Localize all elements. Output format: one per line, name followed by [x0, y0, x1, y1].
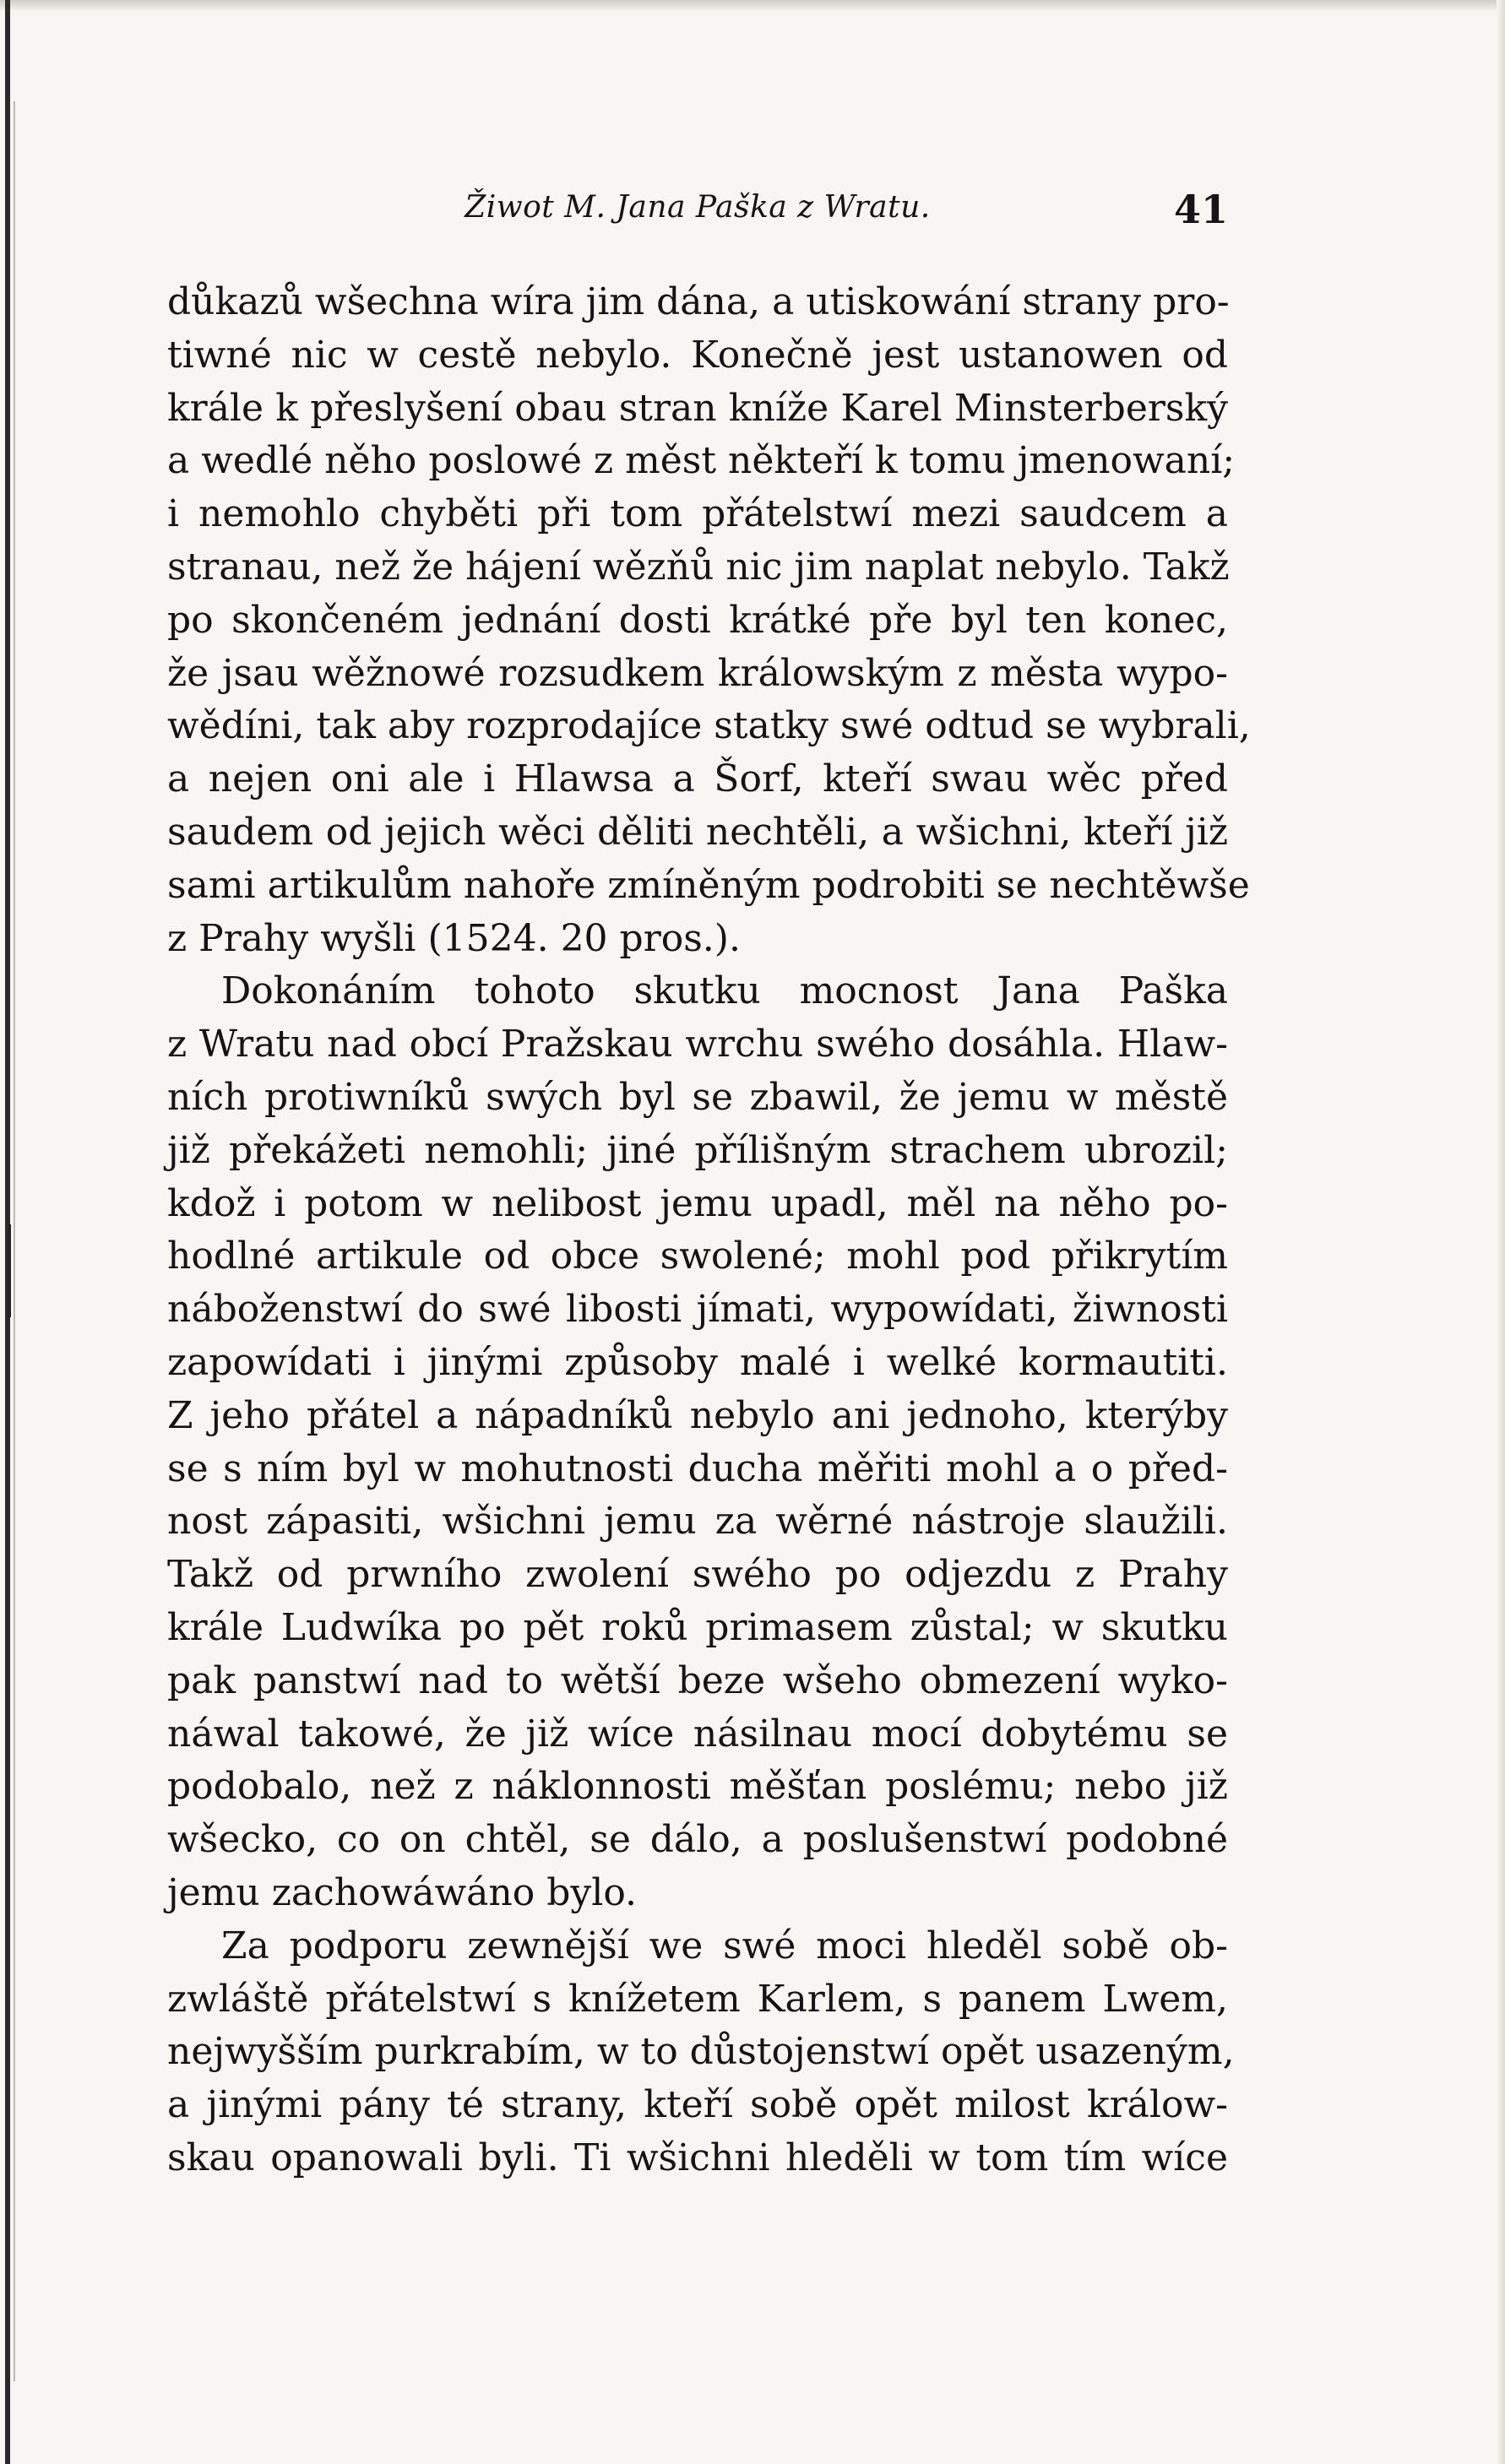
margin-mark	[8, 1224, 11, 1317]
paragraph-2	[167, 965, 1228, 1919]
text-line: Za podporu zewnější we swé moci hleděl sobě ob-	[221, 1924, 1228, 1967]
text-line: wědíni, tak aby rozprodajíce statky swé odtud se wybrali,	[167, 704, 1251, 748]
text-line: z Prahy wyšli (1524. 20 pros.).	[167, 916, 741, 960]
text-line: že jsau wěžnowé rozsudkem králowským z města wypo-	[167, 651, 1228, 695]
paragraph-1	[167, 276, 1251, 965]
text-line: nost zápasiti, wšichni jemu za wěrné nástroje slaužili.	[167, 1500, 1228, 1544]
text-line: wšecko, co on chtěl, se dálo, a poslušenstwí podobné	[167, 1818, 1228, 1862]
text-line: ních protiwníků swých byl se zbawil, že jemu w městě	[167, 1075, 1228, 1119]
text-line: saudem od jejich wěci děliti nechtěli, a wšichni, kteří již	[167, 810, 1228, 854]
running-head: Žiwot M. Jana Paška z Wratu.	[465, 190, 931, 225]
paragraph-3	[167, 1920, 1235, 2185]
text-line: jemu zachowáwáno bylo.	[167, 1870, 638, 1914]
scan-edge-right	[1497, 0, 1505, 2464]
body-text	[167, 276, 1251, 2185]
text-line: krále k přeslyšení obau stran kníže Karel Minsterberský	[167, 386, 1228, 430]
text-line: a nejen oni ale i Hlawsa a Šorf, kteří swau wěc před	[167, 757, 1228, 801]
text-line: Z jeho přátel a nápadníků nebylo ani jednoho, kterýby	[167, 1393, 1228, 1437]
scan-edge-shadow	[14, 101, 15, 2381]
text-line: z Wratu nad obcí Pražskau wrchu swého dosáhla. Hlaw-	[167, 1023, 1228, 1066]
text-line: důkazů wšechna wíra jim dána, a utiskowání strany pro-	[167, 280, 1230, 323]
text-line: skau opanowali byli. Ti wšichni hleděli w tom tím wíce	[167, 2136, 1228, 2179]
page-header	[167, 187, 1228, 244]
text-line: stranau, než že hájení wězňů nic jim naplat nebylo. Takž	[167, 545, 1230, 589]
text-line: zwláště přátelstwí s knížetem Karlem, s panem Lwem,	[167, 1977, 1228, 2021]
text-line: Dokonáním tohoto skutku mocnost Jana Paška	[221, 969, 1228, 1013]
text-line: a wedlé něho poslowé z měst někteří k tomu jmenowaní;	[167, 439, 1236, 483]
text-line: hodlné artikule od obce swolené; mohl pod přikrytím	[167, 1235, 1228, 1278]
text-line: po skončeném jednání dosti krátké pře byl ten konec,	[167, 598, 1228, 642]
text-line: již překážeti nemohli; jiné přílišným strachem ubrozil;	[167, 1128, 1228, 1172]
text-line: tiwné nic w cestě nebylo. Konečně jest ustanowen od	[167, 333, 1228, 377]
text-line: kdož i potom w nelibost jemu upadl, měl na něho po-	[167, 1181, 1228, 1225]
text-line: podobalo, než z náklonnosti měšťan poslému; nebo již	[167, 1765, 1228, 1809]
text-line: a jinými pány té strany, kteří sobě opět milost králow-	[167, 2083, 1228, 2127]
text-line: Takž od prwního zwolení swého po odjezdu z Prahy	[167, 1553, 1228, 1597]
text-line: krále Ludwíka po pět roků primasem zůstal; w skutku	[167, 1605, 1228, 1649]
text-line: i nemohlo chyběti při tom přátelstwí mezi saudcem a	[167, 492, 1228, 536]
scan-edge-top	[0, 0, 1505, 12]
text-line: náwal takowé, že již wíce násilnau mocí dobytému se	[167, 1712, 1228, 1756]
page-number: 41	[1173, 187, 1228, 232]
text-line: sami artikulům nahoře zmíněným podrobiti se nechtěwše	[167, 863, 1250, 907]
text-line: nejwyšším purkrabím, w to důstojenstwí opět usazeným,	[167, 2030, 1235, 2074]
text-line: zapowídati i jinými způsoby malé i welké kormautiti.	[167, 1340, 1228, 1384]
text-line: náboženstwí do swé libosti jímati, wypowídati, žiwnosti	[167, 1288, 1228, 1332]
book-page	[167, 187, 1251, 2185]
text-line: se s ním byl w mohutnosti ducha měřiti mohl a o před-	[167, 1446, 1228, 1490]
text-line: pak panstwí nad to wětší beze wšeho obmezení wyko-	[167, 1658, 1228, 1702]
